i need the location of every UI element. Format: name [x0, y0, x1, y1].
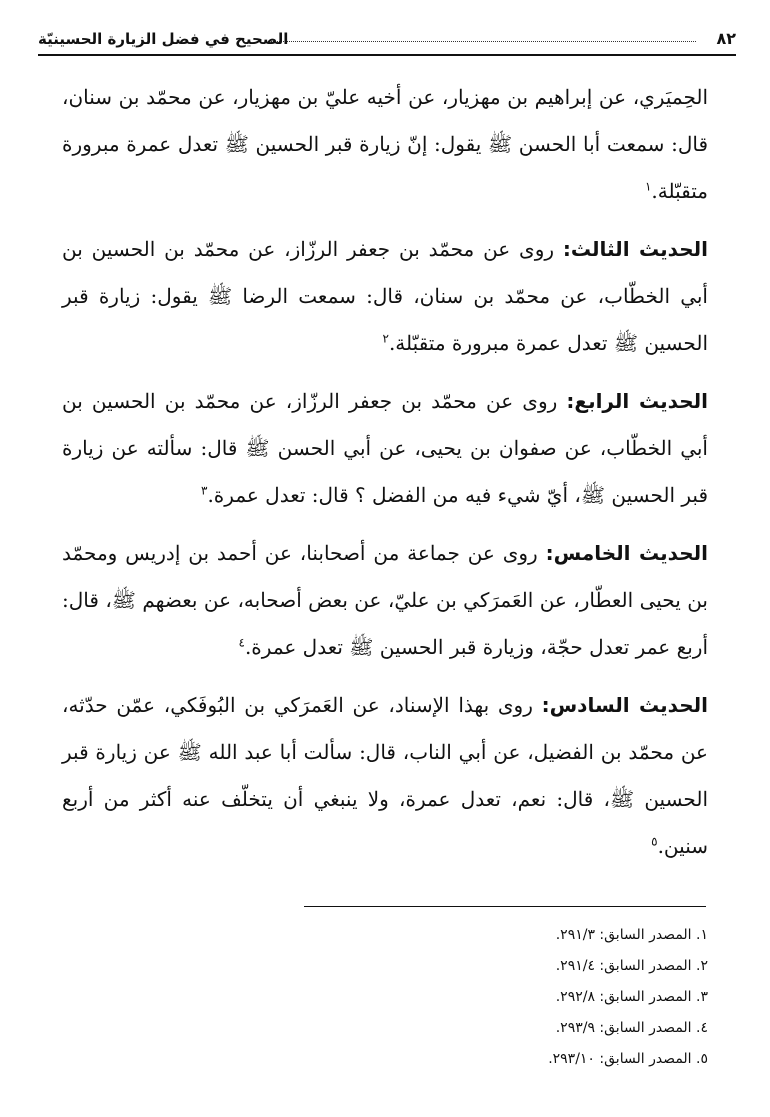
footnote-separator [304, 906, 706, 907]
main-text [62, 74, 708, 881]
footnote-item: ٢. المصدر السابق: ٢٩١/٤. [555, 958, 708, 974]
hadith-text: روى عن محمّد بن جعفر الرزّاز، عن محمّد بن الحسين بن أبي الخطّاب، عن صفوان بن يحيى، عن أبي الحسن ﷺ قال: سألته عن زيارة قبر الحسين ﷺ، أيّ شيء فيه من الفضل ؟ قال: تعدل عمرة. [62, 389, 708, 507]
footnote-item: ٤. المصدر السابق: ٢٩٣/٩. [555, 1020, 708, 1036]
hadith-title: الحديث الخامس: [545, 541, 709, 565]
footnotes [62, 920, 708, 1075]
footnote-ref[interactable]: ١ [644, 179, 652, 194]
header-dot-leader [268, 41, 696, 42]
hadith-title: الحديث الرابع: [566, 389, 708, 413]
hadith-text: روى عن محمّد بن جعفر الرزّاز، عن محمّد بن الحسين بن أبي الخطّاب، عن محمّد بن سنان، قال: سمعت الرضا ﷺ يقول: زيارة قبر الحسين ﷺ تعدل عمرة مبرورة متقبّلة. [62, 237, 708, 355]
footnote-ref[interactable]: ٣ [201, 483, 208, 498]
hadith-text: روى عن جماعة من أصحابنا، عن أحمد بن إدريس ومحمّد بن يحيى العطّار، عن العَمرَكي بن عليّ، عن بعض أصحابه، عن بعضهم ﷺ، قال: أربع عمر تعدل حجّة، وزيارة قبر الحسين ﷺ تعدل عمرة. [62, 541, 708, 659]
hadith-text: روى بهذا الإسناد، عن العَمرَكي بن البُوفَكي، عمّن حدّثه، عن محمّد بن الفضيل، عن أبي الناب، قال: سألت أبا عبد الله ﷺ عن زيارة قبر الحسين ﷺ، قال: نعم، تعدل عمرة، ولا ينبغي أن يتخلّف عنه أكثر من أربع سنين. [62, 693, 708, 858]
footnote-item: ٣. المصدر السابق: ٢٩٢/٨. [555, 989, 708, 1005]
hadith-4 [62, 378, 708, 519]
footnote-item: ١. المصدر السابق: ٢٩١/٣. [555, 927, 708, 943]
footnote-ref[interactable]: ٥ [651, 834, 658, 849]
hadith-3 [62, 226, 708, 367]
paragraph-text: الحِميَري، عن إبراهيم بن مهزيار، عن أخيه عليّ بن مهزيار، عن محمّد بن سنان، قال: سمعت أبا الحسن ﷺ يقول: إنّ زيارة قبر الحسين ﷺ تعدل عمرة مبرورة متقبّلة. [62, 85, 708, 203]
footnote-ref[interactable]: ٢ [382, 331, 389, 346]
page-header [38, 28, 736, 56]
hadith-title: الحديث الثالث: [562, 237, 708, 261]
footnote-ref[interactable]: ٤ [238, 635, 245, 650]
hadith-5 [62, 530, 708, 671]
running-title: الصحيح في فضل الزيارة الحسينيّة [38, 30, 289, 48]
paragraph-continued [62, 74, 708, 215]
page-number: ٨٢ [716, 29, 736, 48]
hadith-6 [62, 682, 708, 870]
footnote-item: ٥. المصدر السابق: ٢٩٣/١٠. [548, 1051, 708, 1067]
hadith-title: الحديث السادس: [541, 693, 708, 717]
